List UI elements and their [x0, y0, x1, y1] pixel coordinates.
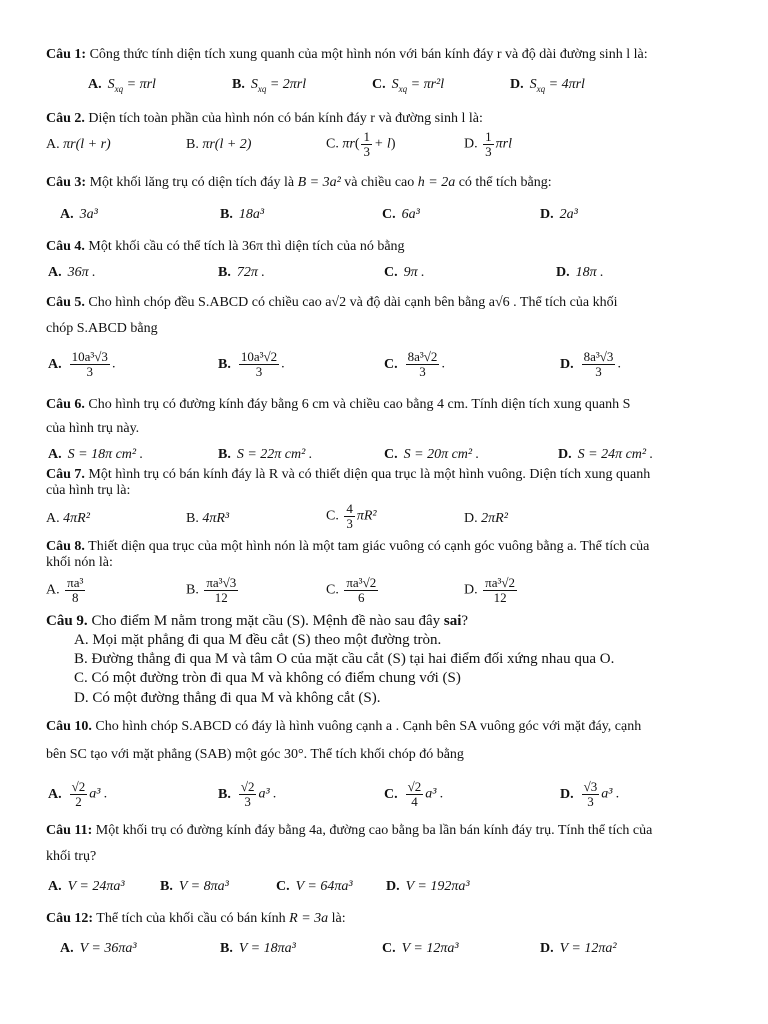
option-b[interactable]: B. V = 8πa³: [160, 879, 229, 894]
question-7-continued: của hình trụ là:: [46, 483, 131, 498]
option-c[interactable]: C. Có một đường tròn đi qua M và không có điểm chung với (S): [74, 670, 461, 686]
option-a[interactable]: A. Mọi mặt phẳng đi qua M đều cắt (S) theo một đường tròn.: [74, 632, 442, 648]
option-b[interactable]: B. V = 18πa³: [220, 941, 296, 956]
option-d[interactable]: D. $\frac{√3}{3}$ a³ .: [560, 779, 620, 809]
option-c[interactable]: C. $\frac{√2}{4}$ a³ .: [384, 779, 444, 809]
option-d[interactable]: D. S = 24π cm² .: [558, 447, 654, 462]
question-5-continued: chóp S.ABCD bằng: [46, 321, 158, 336]
option-a[interactable]: A. $S_{xq} = \pi rl$: [88, 77, 156, 94]
option-a[interactable]: A. $\frac{\text{10a³√3}}{3}$ .: [48, 349, 116, 379]
option-b[interactable]: B. $S_{xq} = 2\pi rl$: [232, 77, 307, 94]
option-d[interactable]: D. V = 12πa²: [540, 941, 617, 956]
option-a[interactable]: A. πr(l + r): [46, 137, 111, 152]
question-2: [46, 110, 483, 128]
question-3: Câu 3: Một khối lăng trụ có diện tích đáy là B = 3a² và chiều cao h = 2a có thể tích bằng:: [46, 175, 552, 190]
option-c[interactable]: C. 6a³: [382, 207, 420, 222]
option-d[interactable]: D. $S_{xq} = 4\pi rl$: [510, 77, 585, 94]
question-4: Câu 4. Một khối cầu có thể tích là 36π thì diện tích của nó bằng: [46, 239, 405, 254]
question-label: Câu 3:: [46, 175, 87, 190]
option-d[interactable]: D. 18π .: [556, 265, 604, 280]
option-b[interactable]: B. $\frac{\text{10a³√2}}{3}$ .: [218, 349, 285, 379]
option-c[interactable]: C. $\frac{\text{8a³√2}}{3}$ .: [384, 349, 445, 379]
option-c[interactable]: C. V = 64πa³: [276, 879, 353, 894]
question-9: Câu 9. Cho điểm M nằm trong mặt cầu (S). Mệnh đề nào sau đây sai?: [46, 613, 469, 629]
option-d[interactable]: D. $\frac{\text{8a³√3}}{3}$ .: [560, 349, 621, 379]
option-b[interactable]: B. 72π .: [218, 265, 265, 280]
question-label: Câu 8.: [46, 539, 85, 554]
question-label: Câu 4.: [46, 239, 85, 254]
option-c[interactable]: C. $S_{xq} = \pi r^2l$: [372, 77, 445, 94]
option-c[interactable]: C. 9π .: [384, 265, 425, 280]
question-7: Câu 7. Một hình trụ có bán kính đáy là R và có thiết diện qua trục là một hình vuông. Diện tích xung quanh: [46, 467, 651, 482]
option-a[interactable]: A. 36π .: [48, 265, 96, 280]
question-label: Câu 6.: [46, 397, 85, 412]
option-c[interactable]: C. V = 12πa³: [382, 941, 459, 956]
option-a[interactable]: A. V = 36πa³: [60, 941, 137, 956]
question-label: Câu 11:: [46, 823, 93, 838]
option-c[interactable]: C. $\frac{\text{πa³√2}}{6}$: [326, 575, 377, 605]
option-d[interactable]: D. 2a³: [540, 207, 578, 222]
question-10: Câu 10. Cho hình chóp S.ABCD có đáy là hình vuông cạnh a . Cạnh bên SA vuông góc với mặt đáy, cạnh: [46, 719, 642, 734]
option-d[interactable]: D. 2πR²: [464, 511, 508, 526]
option-a[interactable]: A. 3a³: [60, 207, 98, 222]
question-10-continued: bên SC tạo với mặt phẳng (SAB) một góc 30°. Thể tích khối chóp đó bằng: [46, 747, 464, 762]
option-d[interactable]: D. $\frac{1}{3}$ πrl: [464, 129, 512, 159]
question-label: Câu 1:: [46, 47, 87, 62]
option-b[interactable]: B. 4πR³: [186, 511, 230, 526]
question-6-continued: của hình trụ này.: [46, 421, 140, 436]
question-text: Công thức tính diện tích xung quanh của một hình nón với bán kính đáy r và độ dài đường sinh l là:: [86, 47, 648, 62]
question-label: Câu 12:: [46, 911, 94, 926]
option-b[interactable]: B. 18a³: [220, 207, 265, 222]
question-5: Câu 5. Cho hình chóp đều S.ABCD có chiều cao a√2 và độ dài cạnh bên bằng a√6 . Thể tích của khối: [46, 295, 618, 310]
option-c[interactable]: C. S = 20π cm² .: [384, 447, 480, 462]
option-a[interactable]: A. 4πR²: [46, 511, 90, 526]
fraction: $\frac{1}{3}$: [485, 129, 492, 159]
option-a[interactable]: A. S = 18π cm² .: [48, 447, 144, 462]
question-11: Câu 11: Một khối trụ có đường kính đáy bằng 4a, đường cao bằng ba lần bán kính đáy trụ. Tính thể tích của: [46, 823, 653, 838]
question-label: Câu 7.: [46, 467, 85, 482]
fraction: $\frac{1}{3}$: [363, 129, 370, 159]
option-c[interactable]: C. $\frac{4}{3}$ πR²: [326, 501, 377, 531]
question-8-continued: khối nón là:: [46, 555, 113, 570]
question-6: Câu 6. Cho hình trụ có đường kính đáy bằng 6 cm và chiều cao bằng 4 cm. Tính diện tích xung quanh S: [46, 397, 631, 412]
option-c[interactable]: C. πr( $\frac{1}{3}$ + l): [326, 129, 396, 159]
question-1: [46, 46, 648, 64]
option-b[interactable]: B. πr(l + 2): [186, 137, 252, 152]
option-a[interactable]: A. V = 24πa³: [48, 879, 125, 894]
option-a[interactable]: A. $\frac{√2}{2}$ a³ .: [48, 779, 108, 809]
question-text: Diện tích toàn phần của hình nón có bán kính đáy r và đường sinh l là:: [84, 111, 483, 126]
option-d[interactable]: D. Có một đường thẳng đi qua M và không cắt (S).: [74, 690, 381, 706]
option-b[interactable]: B. Đường thẳng đi qua M và tâm O của mặt cầu cắt (S) tại hai điểm đối xứng nhau qua O.: [74, 651, 615, 667]
option-d[interactable]: D. V = 192πa³: [386, 879, 470, 894]
question-12: Câu 12: Thể tích của khối cầu có bán kính R = 3a là:: [46, 911, 346, 926]
option-a[interactable]: A. $\frac{\text{πa³}}{8}$: [46, 575, 84, 605]
question-label: Câu 2.: [46, 111, 85, 126]
question-11-continued: khối trụ?: [46, 849, 97, 864]
question-label: Câu 9.: [46, 613, 88, 629]
question-8: Câu 8. Thiết diện qua trục của một hình nón là một tam giác vuông có cạnh góc vuông bằng a. Thể tích của: [46, 539, 650, 554]
option-b[interactable]: B. $\frac{√2}{3}$ a³ .: [218, 779, 277, 809]
option-d[interactable]: D. $\frac{\text{πa³√2}}{12}$: [464, 575, 515, 605]
option-b[interactable]: B. S = 22π cm² .: [218, 447, 313, 462]
option-b[interactable]: B. $\frac{\text{πa³√3}}{12}$: [186, 575, 237, 605]
question-label: Câu 5.: [46, 295, 85, 310]
question-label: Câu 10.: [46, 719, 92, 734]
